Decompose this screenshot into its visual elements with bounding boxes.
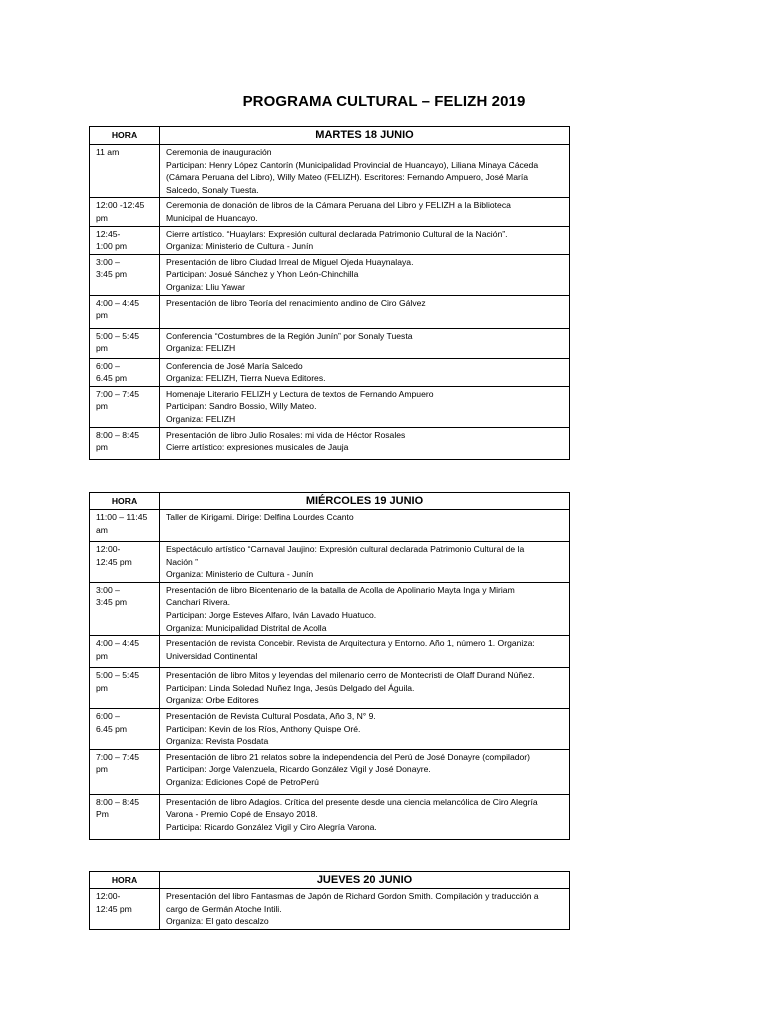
time-cell <box>90 198 160 226</box>
event-line: Presentación de libro Bicentenario de la batalla de Acolla de Apolinario Mayta Inga y Miriam <box>166 584 515 595</box>
event-line: Organiza: Lliu Yawar <box>166 281 245 292</box>
time-line: 12:45 pm <box>96 903 132 914</box>
time-line: 12:00- <box>96 544 121 554</box>
event-line: Espectáculo artístico “Carnaval Jaujino: Expresión cultural declarada Patrimonio Cultural de la <box>166 544 525 554</box>
table-row <box>90 198 570 226</box>
event-line: Organiza: Municipalidad Distrital de Acolla <box>166 622 327 633</box>
event-line: Participan: Josué Sánchez y Yhon León-Chinchilla <box>166 269 359 280</box>
time-line: pm <box>96 310 108 321</box>
time-cell <box>90 328 160 358</box>
event-line: Organiza: El gato descalzo <box>166 916 269 927</box>
table-row <box>90 636 570 668</box>
event-line: Organiza: FELIZH <box>166 343 236 354</box>
event-line: Participan: Jorge Valenzuela, Ricardo González Vigil y José Donayre. <box>166 764 431 775</box>
event-line: Participan: Henry López Cantorín (Municipalidad Provincial de Huancayo), Liliana Minaya Cáceda <box>166 159 539 170</box>
event-line: Canchari Rivera. <box>166 597 230 608</box>
event-line: Municipal de Huancayo. <box>166 212 258 223</box>
event-cell <box>160 254 570 295</box>
time-cell <box>90 708 160 749</box>
event-line: Presentación de libro Ciudad Irreal de Miguel Ojeda Huaynalaya. <box>166 256 414 267</box>
event-cell <box>160 328 570 358</box>
event-line: Participa: Ricardo González Vigil y Ciro Alegría Varona. <box>166 821 377 832</box>
day-header: MARTES 18 JUNIO <box>160 127 570 145</box>
time-line: pm <box>96 650 108 661</box>
event-line: Participan: Jorge Esteves Alfaro, Iván Lavado Huatuco. <box>166 609 377 620</box>
event-cell <box>160 582 570 635</box>
event-line: Presentación de libro Adagios. Crítica del presente desde una ciencia melancólica de Ciro Alegría <box>166 796 538 807</box>
table-row <box>90 582 570 635</box>
table-row <box>90 386 570 427</box>
day-header: MIÉRCOLES 19 JUNIO <box>160 493 570 510</box>
event-cell <box>160 145 570 198</box>
time-line: pm <box>96 764 108 775</box>
table-row <box>90 542 570 583</box>
time-cell <box>90 358 160 386</box>
time-cell <box>90 254 160 295</box>
event-cell <box>160 427 570 459</box>
schedule-body <box>90 145 570 460</box>
event-line: Salcedo, Sonaly Tuesta. <box>166 184 259 195</box>
schedule-table-day-2 <box>89 492 570 840</box>
event-line: Presentación de libro Julio Rosales: mi vida de Héctor Rosales <box>166 429 406 440</box>
event-cell <box>160 542 570 583</box>
table-row <box>90 226 570 254</box>
event-line: Participan: Kevin de los Ríos, Anthony Quispe Oré. <box>166 723 361 734</box>
table-row <box>90 794 570 839</box>
event-line: Varona - Premio Copé de Ensayo 2018. <box>166 809 318 820</box>
hora-header: HORA <box>90 872 160 889</box>
time-line: 3:45 pm <box>96 269 128 280</box>
event-line: Presentación de libro Teoría del renacimiento andino de Ciro Gálvez <box>166 297 426 308</box>
event-cell <box>160 889 570 930</box>
time-line: 6.45 pm <box>96 723 128 734</box>
time-line: 12:00 -12:45 <box>96 200 145 211</box>
time-cell <box>90 226 160 254</box>
time-line: pm <box>96 343 108 354</box>
event-line: Organiza: Orbe Editores <box>166 695 259 706</box>
time-line: 5:00 – 5:45 <box>96 330 140 341</box>
table-row <box>90 708 570 749</box>
time-line: 6:00 – <box>96 710 120 721</box>
time-cell <box>90 542 160 583</box>
event-line: Presentación de libro Mitos y leyendas del milenario cerro de Montecristi de Olaff Durand Núñez. <box>166 670 535 681</box>
event-line: Cierre artístico: expresiones musicales de Jauja <box>166 442 349 453</box>
day-header: JUEVES 20 JUNIO <box>160 872 570 889</box>
table-row <box>90 749 570 794</box>
event-cell <box>160 668 570 709</box>
event-line: Organiza: FELIZH, Tierra Nueva Editores. <box>166 373 326 384</box>
event-line: Organiza: Ministerio de Cultura - Junín <box>166 569 314 580</box>
time-line: 11 am <box>96 147 120 157</box>
event-cell <box>160 358 570 386</box>
time-line: 7:00 – 7:45 <box>96 388 140 399</box>
event-line: Presentación de revista Concebir. Revista de Arquitectura y Entorno. Año 1, número 1. Organiza: <box>166 638 535 649</box>
time-cell <box>90 582 160 635</box>
time-line: 5:00 – 5:45 <box>96 670 140 681</box>
event-line: Taller de Kirigami. Dirige: Delfina Lourdes Ccanto <box>166 512 354 522</box>
time-line: am <box>96 524 108 535</box>
table-row <box>90 145 570 198</box>
time-line: pm <box>96 401 108 412</box>
time-line: 12:45 pm <box>96 556 132 567</box>
event-cell <box>160 226 570 254</box>
time-line: 11:00 – 11:45 <box>96 512 148 522</box>
time-cell <box>90 668 160 709</box>
table-row <box>90 358 570 386</box>
time-line: 3:00 – <box>96 584 120 595</box>
table-row <box>90 328 570 358</box>
table-row <box>90 889 570 930</box>
event-line: Organiza: FELIZH <box>166 413 236 424</box>
time-line: 4:00 – 4:45 <box>96 297 140 308</box>
table-row <box>90 254 570 295</box>
event-line: Universidad Continental <box>166 650 258 661</box>
time-line: 3:45 pm <box>96 597 128 608</box>
time-line: pm <box>96 682 108 693</box>
event-cell <box>160 749 570 794</box>
event-cell <box>160 386 570 427</box>
time-line: 6.45 pm <box>96 373 128 384</box>
time-line: 1:00 pm <box>96 241 128 252</box>
time-line: 6:00 – <box>96 360 120 371</box>
time-line: 3:00 – <box>96 256 120 267</box>
event-line: Presentación del libro Fantasmas de Japón de Richard Gordon Smith. Compilación y traducción a <box>166 891 539 901</box>
event-cell <box>160 510 570 542</box>
event-line: Organiza: Revista Posdata <box>166 736 269 747</box>
time-cell <box>90 794 160 839</box>
time-cell <box>90 295 160 328</box>
hora-header: HORA <box>90 493 160 510</box>
schedule-table-day-3 <box>89 871 570 930</box>
event-line: Organiza: Ediciones Copé de PetroPerú <box>166 776 319 787</box>
time-cell <box>90 386 160 427</box>
hora-header: HORA <box>90 127 160 145</box>
time-cell <box>90 749 160 794</box>
time-line: pm <box>96 442 108 453</box>
event-line: Conferencia “Costumbres de la Región Junín” por Sonaly Tuesta <box>166 330 413 341</box>
event-line: Presentación de libro 21 relatos sobre la independencia del Perú de José Donayre (compilador) <box>166 751 531 762</box>
event-line: cargo de Germán Atoche Intili. <box>166 903 282 914</box>
time-cell <box>90 427 160 459</box>
time-line: 8:00 – 8:45 <box>96 796 140 807</box>
table-row <box>90 295 570 328</box>
event-line: Presentación de Revista Cultural Posdata, Año 3, N° 9. <box>166 710 376 721</box>
page-title: PROGRAMA CULTURAL – FELIZH 2019 <box>242 93 526 110</box>
table-row <box>90 668 570 709</box>
time-cell <box>90 636 160 668</box>
table-row <box>90 427 570 459</box>
time-line: 8:00 – 8:45 <box>96 429 140 440</box>
time-line: 7:00 – 7:45 <box>96 751 140 762</box>
event-line: Organiza: Ministerio de Cultura - Junín <box>166 241 314 252</box>
event-cell <box>160 295 570 328</box>
time-line: 12:45- <box>96 228 121 239</box>
event-cell <box>160 636 570 668</box>
time-line: 4:00 – 4:45 <box>96 638 140 649</box>
event-line: Participan: Linda Soledad Nuñez Inga, Jesús Delgado del Águila. <box>166 682 415 693</box>
time-line: 12:00- <box>96 891 121 901</box>
schedule-body <box>90 510 570 840</box>
time-cell <box>90 510 160 542</box>
event-cell <box>160 794 570 839</box>
event-cell <box>160 198 570 226</box>
time-cell <box>90 145 160 198</box>
schedule-table-day-1 <box>89 126 570 460</box>
schedule-body <box>90 889 570 930</box>
time-cell <box>90 889 160 930</box>
time-line: pm <box>96 212 108 223</box>
event-line: (Cámara Peruana del Libro), Willy Mateo (FELIZH). Escritores: Fernando Ampuero, José María <box>166 172 529 183</box>
time-line: Pm <box>96 809 109 820</box>
table-row <box>90 510 570 542</box>
event-line: Participan: Sandro Bossio, Willy Mateo. <box>166 401 317 412</box>
event-line: Conferencia de José María Salcedo <box>166 360 303 371</box>
event-cell <box>160 708 570 749</box>
event-line: Homenaje Literario FELIZH y Lectura de textos de Fernando Ampuero <box>166 388 434 399</box>
event-line: Cierre artístico. “Huaylars: Expresión cultural declarada Patrimonio Cultural de la Nación”. <box>166 228 508 239</box>
event-line: Ceremonia de inauguración <box>166 147 272 157</box>
event-line: Nación ” <box>166 556 198 567</box>
event-line: Ceremonia de donación de libros de la Cámara Peruana del Libro y FELIZH a la Biblioteca <box>166 200 511 211</box>
